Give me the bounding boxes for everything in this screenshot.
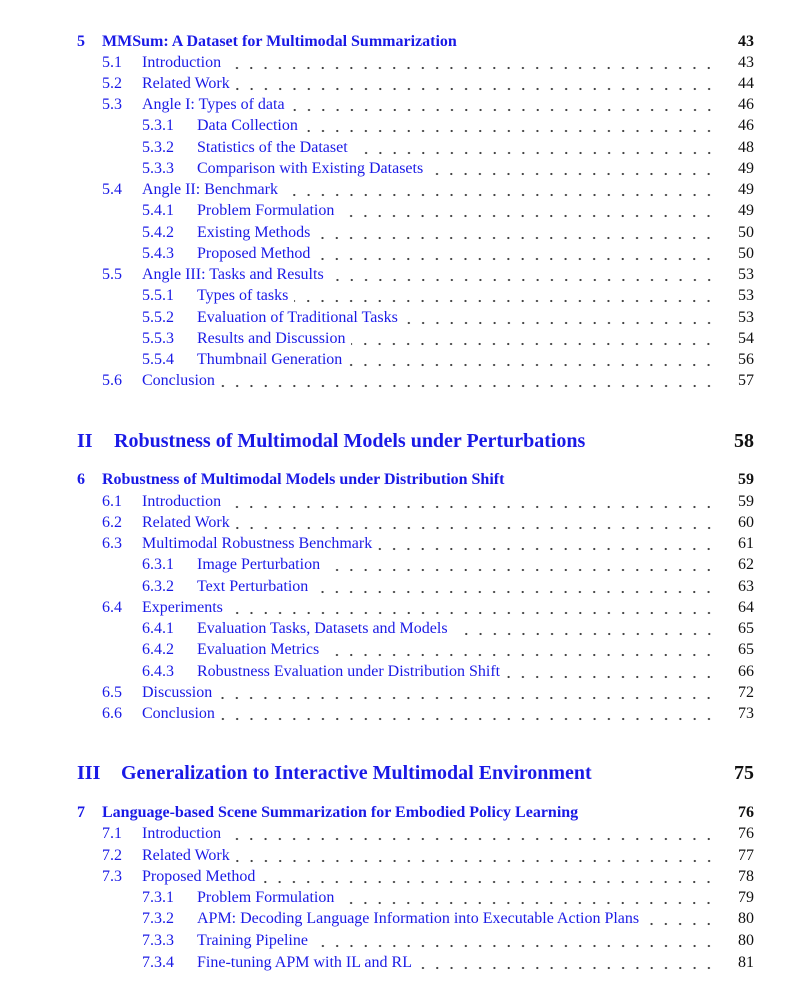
dot-leader bbox=[340, 901, 716, 905]
toc-entry-section[interactable] bbox=[102, 845, 754, 867]
dot-leader bbox=[227, 505, 716, 509]
entry-number: 5.3.3 bbox=[142, 160, 174, 177]
entry-number: 5.3.2 bbox=[142, 139, 174, 156]
page-number[interactable]: 65 bbox=[738, 641, 754, 658]
entry-number: 6.3.1 bbox=[142, 556, 174, 573]
entry-number: 6.6 bbox=[102, 705, 122, 722]
toc-entry-section[interactable] bbox=[102, 179, 754, 201]
page-number[interactable]: 59 bbox=[738, 471, 754, 488]
page-number[interactable]: 80 bbox=[738, 932, 754, 949]
entry-title[interactable]: Results and Discussion bbox=[197, 330, 346, 347]
entry-number: 5.5.2 bbox=[142, 309, 174, 326]
page-number[interactable]: 49 bbox=[738, 202, 754, 219]
page-number[interactable]: 79 bbox=[738, 889, 754, 906]
page-number[interactable]: 56 bbox=[738, 351, 754, 368]
entry-number: 5.6 bbox=[102, 372, 122, 389]
toc-entry-subsection[interactable] bbox=[142, 618, 754, 640]
page-number[interactable]: 66 bbox=[738, 663, 754, 680]
dot-leader bbox=[354, 151, 716, 155]
toc-entry-subsection[interactable] bbox=[142, 887, 754, 909]
entry-number: 6.4.1 bbox=[142, 620, 174, 637]
page-number[interactable]: 75 bbox=[734, 762, 754, 784]
entry-title[interactable]: Fine-tuning APM with IL and RL bbox=[197, 954, 412, 971]
dot-leader bbox=[261, 880, 716, 884]
entry-number: 7.3.1 bbox=[142, 889, 174, 906]
dot-leader bbox=[325, 653, 716, 657]
entry-title[interactable]: Statistics of the Dataset bbox=[197, 139, 348, 156]
toc-entry-section[interactable] bbox=[102, 94, 754, 116]
page-number[interactable]: 50 bbox=[738, 245, 754, 262]
entry-title[interactable]: Existing Methods bbox=[197, 224, 311, 241]
entry-title[interactable]: Robustness Evaluation under Distribution Shift bbox=[197, 663, 501, 680]
toc-entry-section[interactable] bbox=[102, 73, 754, 95]
dot-leader bbox=[314, 944, 716, 948]
entry-title[interactable]: Data Collection bbox=[197, 117, 298, 134]
dot-leader bbox=[429, 172, 716, 176]
entry-title[interactable]: Generalization to Interactive Multimodal Environment bbox=[121, 762, 592, 784]
entry-title[interactable]: Angle I: Types of data bbox=[142, 96, 285, 113]
entry-title[interactable]: Introduction bbox=[142, 825, 222, 842]
entry-number: 5.4 bbox=[102, 181, 122, 198]
page-number[interactable]: 57 bbox=[738, 372, 754, 389]
dot-leader bbox=[454, 632, 716, 636]
toc-entry-chapter[interactable] bbox=[77, 802, 754, 824]
dot-leader bbox=[304, 129, 716, 133]
entry-title[interactable]: Discussion bbox=[142, 684, 213, 701]
entry-number: 6 bbox=[77, 471, 85, 488]
dot-leader bbox=[227, 837, 716, 841]
entry-number: 5.5.4 bbox=[142, 351, 174, 368]
entry-title[interactable]: Introduction bbox=[142, 493, 222, 510]
entry-title[interactable]: Problem Formulation bbox=[197, 202, 335, 219]
entry-title[interactable]: Related Work bbox=[142, 514, 230, 531]
toc-entry-subsection[interactable] bbox=[142, 661, 754, 683]
toc-entry-subsection[interactable] bbox=[142, 952, 754, 974]
entry-title[interactable]: Angle II: Benchmark bbox=[142, 181, 278, 198]
entry-title[interactable]: Proposed Method bbox=[197, 245, 311, 262]
entry-number: 5.4.1 bbox=[142, 202, 174, 219]
entry-title[interactable]: Evaluation of Traditional Tasks bbox=[197, 309, 398, 326]
toc-entry-subsection[interactable] bbox=[142, 137, 754, 159]
entry-title[interactable]: Evaluation Metrics bbox=[197, 641, 320, 658]
toc-entry-section[interactable] bbox=[102, 823, 754, 845]
page-number[interactable]: 53 bbox=[738, 266, 754, 283]
dot-leader bbox=[326, 568, 716, 572]
entry-title[interactable]: Angle III: Tasks and Results bbox=[142, 266, 324, 283]
dot-leader bbox=[291, 108, 716, 112]
dot-leader bbox=[340, 214, 716, 218]
page-number[interactable]: 65 bbox=[738, 620, 754, 637]
page-number[interactable]: 43 bbox=[738, 33, 754, 50]
entry-number: 5.3.1 bbox=[142, 117, 174, 134]
toc-entry-subsection[interactable] bbox=[142, 908, 754, 930]
entry-title[interactable]: Evaluation Tasks, Datasets and Models bbox=[197, 620, 448, 637]
toc-entry-subsection[interactable] bbox=[142, 328, 754, 350]
entry-title[interactable]: Introduction bbox=[142, 54, 222, 71]
entry-number: 7.1 bbox=[102, 825, 122, 842]
page-number[interactable]: 58 bbox=[734, 430, 754, 452]
entry-number: 6.3 bbox=[102, 535, 122, 552]
page-number[interactable]: 81 bbox=[738, 954, 754, 971]
dot-leader bbox=[404, 321, 716, 325]
dot-leader bbox=[330, 278, 716, 282]
page-number[interactable]: 60 bbox=[738, 514, 754, 531]
entry-number: 7.3.3 bbox=[142, 932, 174, 949]
toc-entry-section[interactable] bbox=[102, 682, 754, 704]
entry-title[interactable]: Proposed Method bbox=[142, 868, 256, 885]
entry-title[interactable]: APM: Decoding Language Information into Executable Action Plans bbox=[197, 910, 640, 927]
toc-entry-part[interactable] bbox=[77, 427, 754, 455]
page-number[interactable]: 54 bbox=[738, 330, 754, 347]
toc-entry-section[interactable] bbox=[102, 370, 754, 392]
entry-title[interactable]: Training Pipeline bbox=[197, 932, 308, 949]
page-number[interactable]: 63 bbox=[738, 578, 754, 595]
entry-number: 6.3.2 bbox=[142, 578, 174, 595]
page-number[interactable]: 50 bbox=[738, 224, 754, 241]
toc-entry-subsection[interactable] bbox=[142, 243, 754, 265]
page-number[interactable]: 73 bbox=[738, 705, 754, 722]
dot-leader bbox=[236, 87, 716, 91]
entry-number: 5.4.3 bbox=[142, 245, 174, 262]
entry-number: 5.2 bbox=[102, 75, 122, 92]
toc-entry-subsection[interactable] bbox=[142, 285, 754, 307]
entry-title[interactable]: Multimodal Robustness Benchmark bbox=[142, 535, 373, 552]
dot-leader bbox=[218, 696, 716, 700]
entry-title[interactable]: Experiments bbox=[142, 599, 223, 616]
dot-leader bbox=[645, 922, 716, 926]
toc-entry-section[interactable] bbox=[102, 512, 754, 534]
page-number[interactable]: 72 bbox=[738, 684, 754, 701]
entry-title[interactable]: Thumbnail Generation bbox=[197, 351, 343, 368]
page-number[interactable]: 78 bbox=[738, 868, 754, 885]
toc-entry-part[interactable] bbox=[77, 759, 754, 787]
toc-entry-section[interactable] bbox=[102, 597, 754, 619]
toc-entry-subsection[interactable] bbox=[142, 554, 754, 576]
page-number[interactable]: 61 bbox=[738, 535, 754, 552]
entry-title[interactable]: Related Work bbox=[142, 75, 230, 92]
entry-number: 5.5.3 bbox=[142, 330, 174, 347]
dot-leader bbox=[351, 342, 716, 346]
entry-number: 5.3 bbox=[102, 96, 122, 113]
entry-number: 6.5 bbox=[102, 684, 122, 701]
toc-entry-subsection[interactable] bbox=[142, 307, 754, 329]
toc-entry-section[interactable] bbox=[102, 52, 754, 74]
entry-title[interactable]: Text Perturbation bbox=[197, 578, 309, 595]
toc-entry-subsection[interactable] bbox=[142, 930, 754, 952]
entry-title[interactable]: Problem Formulation bbox=[197, 889, 335, 906]
dot-leader bbox=[506, 675, 716, 679]
page-number[interactable]: 49 bbox=[738, 160, 754, 177]
page-number[interactable]: 76 bbox=[738, 804, 754, 821]
dot-leader bbox=[316, 236, 716, 240]
toc-entry-section[interactable] bbox=[102, 533, 754, 555]
dot-leader bbox=[221, 384, 716, 388]
toc-entry-section[interactable] bbox=[102, 866, 754, 888]
dot-leader bbox=[221, 717, 716, 721]
toc-entry-subsection[interactable] bbox=[142, 158, 754, 180]
toc-entry-chapter[interactable] bbox=[77, 31, 754, 53]
entry-number: 6.2 bbox=[102, 514, 122, 531]
toc-entry-subsection[interactable] bbox=[142, 222, 754, 244]
entry-number: 5.5 bbox=[102, 266, 122, 283]
page-number[interactable]: 53 bbox=[738, 287, 754, 304]
page-number[interactable]: 49 bbox=[738, 181, 754, 198]
entry-number: 7.2 bbox=[102, 847, 122, 864]
entry-number: 5.4.2 bbox=[142, 224, 174, 241]
entry-number: 5.1 bbox=[102, 54, 122, 71]
dot-leader bbox=[229, 611, 716, 615]
dot-leader bbox=[314, 590, 716, 594]
entry-number: III bbox=[77, 762, 101, 784]
entry-title[interactable]: MMSum: A Dataset for Multimodal Summarization bbox=[102, 33, 457, 50]
entry-title[interactable]: Conclusion bbox=[142, 372, 215, 389]
toc-entry-section[interactable] bbox=[102, 491, 754, 513]
toc-entry-section[interactable] bbox=[102, 703, 754, 725]
entry-number: 6.1 bbox=[102, 493, 122, 510]
dot-leader bbox=[418, 966, 716, 970]
dot-leader bbox=[236, 859, 716, 863]
entry-title[interactable]: Types of tasks bbox=[197, 287, 289, 304]
page-number[interactable]: 46 bbox=[738, 117, 754, 134]
page-number[interactable]: 77 bbox=[738, 847, 754, 864]
dot-leader bbox=[378, 547, 716, 551]
entry-title[interactable]: Conclusion bbox=[142, 705, 215, 722]
entry-number: 7.3 bbox=[102, 868, 122, 885]
entry-number: 5.5.1 bbox=[142, 287, 174, 304]
entry-number: 6.4 bbox=[102, 599, 122, 616]
dot-leader bbox=[227, 66, 716, 70]
entry-number: II bbox=[77, 430, 93, 452]
toc-entry-subsection[interactable] bbox=[142, 576, 754, 598]
page-number[interactable]: 59 bbox=[738, 493, 754, 510]
entry-number: 7 bbox=[77, 804, 85, 821]
dot-leader bbox=[348, 363, 716, 367]
page-number[interactable]: 43 bbox=[738, 54, 754, 71]
page-number[interactable]: 62 bbox=[738, 556, 754, 573]
entry-title[interactable]: Robustness of Multimodal Models under Perturbations bbox=[114, 430, 586, 452]
entry-number: 6.4.2 bbox=[142, 641, 174, 658]
toc-entry-subsection[interactable] bbox=[142, 115, 754, 137]
dot-leader bbox=[284, 193, 716, 197]
toc-entry-chapter[interactable] bbox=[77, 469, 754, 491]
entry-title[interactable]: Language-based Scene Summarization for Embodied Policy Learning bbox=[102, 804, 579, 821]
page-number[interactable]: 48 bbox=[738, 139, 754, 156]
entry-number: 6.4.3 bbox=[142, 663, 174, 680]
page-number[interactable]: 44 bbox=[738, 75, 754, 92]
dot-leader bbox=[316, 257, 716, 261]
entry-number: 7.3.2 bbox=[142, 910, 174, 927]
page-number[interactable]: 76 bbox=[738, 825, 754, 842]
page-number[interactable]: 46 bbox=[738, 96, 754, 113]
toc-entry-subsection[interactable] bbox=[142, 639, 754, 661]
dot-leader bbox=[294, 299, 716, 303]
dot-leader bbox=[236, 526, 716, 530]
entry-number: 5 bbox=[77, 33, 85, 50]
toc-entry-section[interactable] bbox=[102, 264, 754, 286]
page-number[interactable]: 80 bbox=[738, 910, 754, 927]
entry-number: 7.3.4 bbox=[142, 954, 174, 971]
entry-title[interactable]: Comparison with Existing Datasets bbox=[197, 160, 424, 177]
entry-title[interactable]: Robustness of Multimodal Models under Distribution Shift bbox=[102, 471, 505, 488]
page-number[interactable]: 53 bbox=[738, 309, 754, 326]
entry-title[interactable]: Image Perturbation bbox=[197, 556, 321, 573]
toc-entry-subsection[interactable] bbox=[142, 200, 754, 222]
page-number[interactable]: 64 bbox=[738, 599, 754, 616]
toc-entry-subsection[interactable] bbox=[142, 349, 754, 371]
entry-title[interactable]: Related Work bbox=[142, 847, 230, 864]
